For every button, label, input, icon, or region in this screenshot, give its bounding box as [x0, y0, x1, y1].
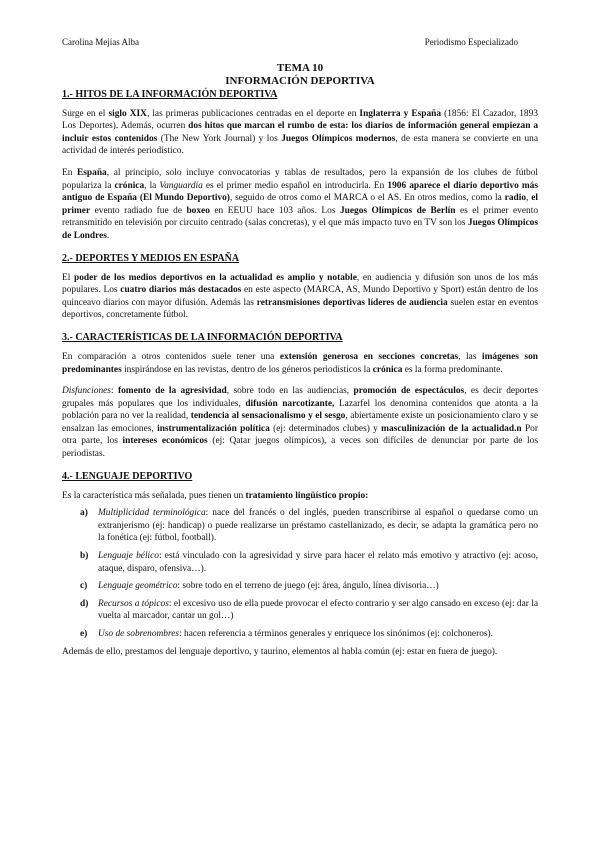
text-run: es el primer evento retransmitido en televisión por circuito centrado (salas concretas), y el que más impacto tuvo en TV son los [62, 205, 539, 229]
bold-text: instrumentalización política [157, 423, 270, 434]
bold-text: cuatro diarios más destacados [120, 285, 242, 296]
bold-text: retransmisiones deportivas líderes de audiencia [256, 297, 448, 308]
italic-text: Uso de sobrenombres [98, 629, 180, 639]
text-run: Lazarfel los denomina contenidos que atonta a la población para no ver la realidad, [62, 398, 538, 422]
text-run: (ej: Qatar juegos olímpicos), a veces son difíciles de denunciar por parte de los periodistas. [62, 436, 538, 460]
text-run: es el primer medio español en introducirla. En [202, 180, 388, 191]
text-run: , abiertamente existe un posicionamiento claro y se ensalzan las emociones, [62, 411, 538, 434]
bold-text: Juegos Olímpicos de Berlín [339, 205, 456, 216]
section-2-paragraph-1 [62, 272, 538, 322]
document-title [62, 62, 538, 88]
list-item [62, 598, 538, 623]
italic-text: Lenguaje geométrico [98, 581, 178, 592]
bold-text: fomento de la agresividad [117, 386, 227, 397]
list-item [62, 550, 538, 575]
text-run: En [62, 167, 78, 178]
bold-text: tendencia al sensacionalismo y el sesgo [190, 411, 346, 422]
section-3-paragraph-1 [62, 351, 538, 376]
bold-text: poder de los medios deportivos en la actualidad es amplio y notable [74, 272, 357, 283]
list-item-text [98, 628, 538, 641]
text-run: , la [144, 180, 160, 191]
text-run: (1856: El Cazador, 1893 Los Deportes). Además, ocurren [62, 108, 538, 132]
text-run: : [110, 386, 118, 397]
text-run: en EEUU hace 103 años. Los [209, 205, 340, 216]
italic-text: Recursos a tópicos [98, 598, 169, 609]
bold-text: 1906 aparece el diario deportivo más antiguo de España (El Mundo Deportivo) [62, 180, 538, 204]
bold-text: radio [504, 193, 527, 204]
text-run: en este aspecto (MARCA, AS, Mundo Deportivo y Sport) están dentro de los quinceavo diarios con mayor difusión. Además las [62, 285, 539, 308]
section-4-heading: 4.- LENGUAJE DEPORTIVO [62, 470, 193, 482]
text-run: , al principio, solo incluye convocatorias y tablas de resultados, pero la expansión de los clubes de fútbol populariza la [62, 167, 538, 191]
italic-text: Lenguaje bélico [98, 551, 159, 562]
section-1-paragraph-1 [62, 108, 538, 158]
text-run: El [62, 272, 74, 283]
list-item [62, 628, 538, 641]
italic-text: Multiplicidad terminológica [98, 508, 206, 519]
text-run: Por otra parte, los [62, 423, 538, 447]
list-item-letter: b) [80, 551, 89, 562]
text-run: : el excesivo uso de ella puede provocar el efecto contrario y ser algo cansado en exceso (ej: dar la vuelta al marcador, cantar un gol…) [98, 598, 538, 622]
text-run: , en audiencia y difusión son unos de los más populares. Los [62, 272, 538, 296]
bold-text: promoción de espectáculos [353, 386, 465, 397]
text-run: : hacen referencia a términos generales y enriquece los sinónimos (ej: colchoneros). [179, 629, 494, 639]
text-run: suelen estar en eventos deportivos, concretamente fútbol. [62, 297, 539, 321]
title-line-1: TEMA 10 [276, 61, 324, 74]
bold-text: intereses económicos [122, 436, 208, 447]
section-1-heading: 1.- HITOS DE LA INFORMACIÓN DEPORTIVA [62, 88, 278, 100]
bold-text: Juegos Olímpicos modernos [281, 133, 396, 144]
text-run: (ej: determinados clubes) y [269, 423, 382, 434]
text-run: , de esta manera se convierte en una actividad de interés periodístico. [62, 133, 538, 157]
text-run: : está vinculado con la agresividad y sirve para hacer el relato más emotivo y atractivo (ej: acoso, ataque, disparo, ofensiva…). [98, 551, 538, 574]
text-run: evento radiado fue de [90, 205, 187, 216]
bold-text: tratamiento lingüístico propio: [245, 490, 369, 501]
text-run: , las [458, 351, 482, 362]
text-run: inspirándose en las revistas, dentro de los géneros periodísticos la [121, 364, 373, 375]
text-run: , es decir deportes grupales más populares que los individuales, [62, 386, 538, 409]
italic-text: Disfunciones [62, 386, 111, 397]
text-run: , seguido de otros como el MARCA o el AS. En otros medios, como la [229, 193, 505, 204]
list-item-letter: c) [80, 581, 88, 592]
bold-text: crónica [114, 180, 145, 191]
text-run: (The New York Journal) y los [157, 133, 282, 144]
header-subject: Periodismo Especializado [424, 37, 518, 47]
list-item-letter: d) [80, 598, 89, 609]
bold-text: crónica [372, 364, 403, 375]
text-run: , sobre todo en las audiencias, [226, 386, 354, 397]
bold-text: imágenes son predominantes [62, 351, 538, 375]
text-run: , las primeras publicaciones centradas en el deporte en [146, 108, 360, 119]
section-3-paragraph-2 [62, 385, 538, 461]
bold-text: Juegos Olímpicos de Londres [62, 218, 538, 241]
text-run: . [106, 230, 110, 241]
text-run: Además de ello, prestamos del lenguaje deportivo, y taurino, elementos al habla común (ej: estar en fuera de juego). [62, 646, 498, 657]
header-author: Carolina Mejías Alba [62, 37, 139, 47]
title-line-2: INFORMACIÓN DEPORTIVA [225, 74, 375, 87]
list-item [62, 580, 538, 593]
bold-text: boxeo [186, 205, 210, 216]
text-run: En comparación a otros contenidos suele tener una [62, 351, 280, 362]
bold-text: extensión generosa en secciones concretas [279, 351, 459, 362]
bold-text: difusión narcotizante, [245, 398, 335, 409]
text-run: Surge en el [62, 108, 109, 119]
text-run: : nace del francés o del inglés, pueden transcribirse al español o quedarse como un extranjerismo (ej: handicap) o puede realizarse un préstamo castellanizado, es decir, se adapta la gramática pero no la fonética (ej: fútbol, football). [98, 508, 539, 544]
list-item-letter: a) [80, 508, 88, 519]
page-header [62, 36, 518, 49]
section-3-heading: 3.- CARACTERÍSTICAS DE LA INFORMACIÓN DEPORTIVA [62, 331, 343, 343]
bold-text: siglo XIX [108, 108, 147, 119]
list-item-text [98, 580, 538, 593]
text-run: Es la característica más señalada, pues tienen un [62, 490, 246, 501]
bold-text: España [77, 167, 107, 178]
bold-text: dos hitos que marcan el rumbo de esta: los diarios de información general empiezan a incluir estos contenidos [62, 121, 539, 144]
section-1-paragraph-2 [62, 167, 538, 243]
list-item-letter: e) [80, 629, 88, 639]
section-4-closing [62, 646, 538, 659]
section-4-intro [62, 490, 538, 503]
language-features-list [62, 507, 538, 640]
list-item-text [98, 598, 538, 623]
bold-text: masculinización de la actualidad.n [381, 423, 522, 434]
text-run: , [526, 193, 532, 204]
italic-text: Vanguardia [159, 180, 203, 191]
text-run: es la forma predominante. [402, 364, 503, 375]
section-2-heading: 2.- DEPORTES Y MEDIOS EN ESPAÑA [62, 252, 240, 264]
text-run: : sobre todo en el terreno de juego (ej: área, ángulo, línea divisoria…) [177, 581, 439, 592]
bold-text: el primer [62, 193, 539, 216]
list-item-text [98, 507, 538, 545]
bold-text: Inglaterra y España [359, 108, 442, 119]
list-item [62, 507, 538, 545]
list-item-text [98, 550, 538, 575]
